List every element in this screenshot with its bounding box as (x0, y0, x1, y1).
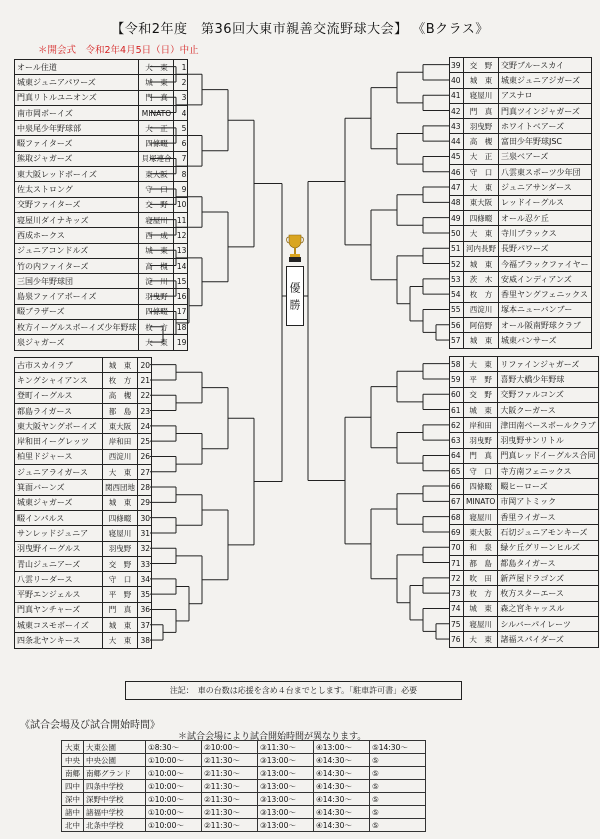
team-number: 39 (450, 58, 464, 73)
team-name: シルバーパイレーツ (498, 617, 598, 632)
team-area: 城 東 (103, 618, 138, 633)
schedule-table (61, 740, 426, 832)
team-name: 泉ジャガーズ (15, 335, 139, 350)
start-time: ③13:00～ (258, 806, 314, 819)
team-area: 門 真 (464, 103, 499, 118)
schedule-row (62, 767, 426, 780)
venue-name: 南郷グランド (84, 767, 146, 780)
team-name: 四条北ヤンキース (15, 633, 103, 648)
team-name: リファインジャガーズ (498, 357, 598, 372)
team-area: 大 東 (464, 357, 498, 372)
team-name: 南市岡ボーイズ (15, 105, 139, 120)
team-name: ジュニアサンダース (499, 180, 592, 195)
team-area: MINATO (139, 105, 174, 120)
team-area: 大 東 (103, 465, 138, 480)
team-name: 門真リトルユニオンズ (15, 90, 139, 105)
team-name: 枚方イーグルスボーイズ少年野球 (15, 320, 139, 335)
start-time: ⑤ (370, 754, 426, 767)
team-name: 門真レッドイーグルス合同 (498, 448, 598, 463)
team-area: 交 野 (464, 58, 499, 73)
team-name: 香里ヤングフェニックス (499, 287, 592, 302)
team-area: 大 東 (464, 180, 499, 195)
team-name: 石切ジュニアモンキーズ (498, 525, 598, 540)
team-number: 20 (138, 358, 152, 373)
team-number: 45 (450, 149, 464, 164)
team-name: 三国少年野球団 (15, 274, 139, 289)
parking-footnote: 注記： 車の台数は応援を含め４台までとします。「駐車許可書」必要 (125, 681, 462, 700)
team-number: 51 (450, 241, 464, 256)
team-number: 74 (450, 601, 464, 616)
team-number: 5 (174, 121, 188, 136)
team-area: 城 東 (139, 75, 174, 90)
team-name: 畷ヒーローズ (498, 479, 598, 494)
team-area: 城 東 (103, 358, 138, 373)
team-name: 交野ファルコンズ (498, 387, 598, 402)
team-area: 門 真 (464, 448, 498, 463)
team-number: 54 (450, 287, 464, 302)
team-number: 37 (138, 618, 152, 633)
team-name: 竹の内ファイターズ (15, 258, 139, 273)
team-area: 都 島 (464, 555, 498, 570)
team-area: 四條畷 (103, 510, 138, 525)
start-time: ④14:30～ (314, 819, 370, 832)
team-name: 城東ジュニアパワーズ (15, 75, 139, 90)
start-time: ⑤ (370, 780, 426, 793)
team-number: 22 (138, 388, 152, 403)
team-number: 15 (174, 274, 188, 289)
start-time: ②11:30～ (202, 793, 258, 806)
team-number: 53 (450, 272, 464, 287)
team-name: 畷ファイターズ (15, 136, 139, 151)
venue-code: 諸中 (62, 806, 84, 819)
venue-name: 大東公園 (84, 741, 146, 754)
team-area: 高 槻 (139, 258, 174, 273)
venue-code: 大東 (62, 741, 84, 754)
team-name: 塚本ニューバンブー (499, 302, 592, 317)
start-time: ③13:00～ (258, 780, 314, 793)
team-name: 緑ケ丘グリーンヒルズ (498, 540, 598, 555)
team-area: 大 東 (464, 632, 498, 647)
team-area: 東大阪 (139, 167, 174, 182)
team-name: 登町イーグルス (15, 388, 103, 403)
team-number: 65 (450, 464, 464, 479)
team-name: ホワイトベアーズ (499, 119, 592, 134)
start-time: ④14:30～ (314, 754, 370, 767)
team-name: 東大阪レッドボーイズ (15, 167, 139, 182)
team-area: 四條畷 (464, 479, 498, 494)
team-name: 八雲東スポーツ少年団 (499, 165, 592, 180)
start-time: ④14:30～ (314, 806, 370, 819)
team-name: 大阪クーガース (498, 402, 598, 417)
team-name: 羽曳野サンリトル (498, 433, 598, 448)
team-area: 門 真 (103, 602, 138, 617)
start-time: ①10:00～ (146, 819, 202, 832)
team-number: 58 (450, 357, 464, 372)
venue-name: 中央公園 (84, 754, 146, 767)
team-number: 14 (174, 258, 188, 273)
venue-name: 北条中学校 (84, 819, 146, 832)
team-number: 73 (450, 586, 464, 601)
team-name: 古市スカイラブ (15, 358, 103, 373)
team-area: 東大阪 (464, 195, 499, 210)
team-area: 守 口 (464, 464, 498, 479)
team-name: 交野ブルースカイ (499, 58, 592, 73)
team-area: 城 東 (103, 495, 138, 510)
team-area: 城 東 (464, 601, 498, 616)
schedule-title: 《試合会場及び試合開始時間》 (20, 720, 160, 731)
start-time: ③11:30～ (258, 741, 314, 754)
team-number: 38 (138, 633, 152, 648)
team-area: 寝屋川 (464, 88, 499, 103)
start-time: ②11:30～ (202, 806, 258, 819)
team-name: 熊取ジャガーズ (15, 151, 139, 166)
team-name: 交野ファイターズ (15, 197, 139, 212)
team-name: 城東ジャガーズ (15, 495, 103, 510)
team-area: 羽曳野 (103, 541, 138, 556)
team-number: 35 (138, 587, 152, 602)
team-number: 10 (174, 197, 188, 212)
team-name: 平野エンジェルス (15, 587, 103, 602)
team-name: 城東ジュニアジガーズ (499, 73, 592, 88)
start-time: ③13:00～ (258, 767, 314, 780)
team-number: 9 (174, 182, 188, 197)
team-number: 8 (174, 167, 188, 182)
team-name: キングシャイアンス (15, 373, 103, 388)
team-number: 11 (174, 212, 188, 227)
team-area: 西 成 (139, 228, 174, 243)
schedule-row (62, 780, 426, 793)
team-area: 城 東 (464, 333, 499, 348)
team-name: 東大阪ヤングボーイズ (15, 419, 103, 434)
start-time: ⑤ (370, 806, 426, 819)
start-time: ④14:30～ (314, 767, 370, 780)
team-area: 大 正 (139, 121, 174, 136)
venue-name: 諸福中学校 (84, 806, 146, 819)
start-time: ①8:30～ (146, 741, 202, 754)
team-number: 40 (450, 73, 464, 88)
start-time: ③13:00～ (258, 754, 314, 767)
start-time: ②11:30～ (202, 767, 258, 780)
team-area: 高 槻 (464, 134, 499, 149)
team-number: 21 (138, 373, 152, 388)
schedule-row (62, 806, 426, 819)
venue-name: 四条中学校 (84, 780, 146, 793)
team-area: 羽曳野 (464, 119, 499, 134)
team-area: 西淀川 (464, 302, 499, 317)
start-time: ③13:00～ (258, 793, 314, 806)
team-number: 75 (450, 617, 464, 632)
team-area: 寝屋川 (139, 212, 174, 227)
team-number: 72 (450, 571, 464, 586)
team-name: 青山ジュニアーズ (15, 556, 103, 571)
start-time: ①10:00～ (146, 806, 202, 819)
team-name: 畷ブラザーズ (15, 304, 139, 319)
team-area: 大 東 (103, 633, 138, 648)
venue-code: 四中 (62, 780, 84, 793)
team-number: 36 (138, 602, 152, 617)
team-number: 18 (174, 320, 188, 335)
team-area: MINATO (464, 494, 498, 509)
team-area: 大 東 (464, 226, 499, 241)
team-name: 都島ライガース (15, 403, 103, 418)
start-time: ④13:00～ (314, 741, 370, 754)
start-time: ⑤ (370, 767, 426, 780)
team-name: 城東コスモボーイズ (15, 618, 103, 633)
start-time: ⑤ (370, 793, 426, 806)
team-name: 津田南ベースボールクラブ (498, 418, 598, 433)
venue-code: 深中 (62, 793, 84, 806)
team-area: 東大阪 (103, 419, 138, 434)
team-number: 50 (450, 226, 464, 241)
team-name: オール阪南野球クラブ (499, 318, 592, 333)
team-area: 枚 方 (464, 586, 498, 601)
team-number: 59 (450, 372, 464, 387)
start-time: ②11:30～ (202, 754, 258, 767)
team-number: 66 (450, 479, 464, 494)
team-area: 都 島 (103, 403, 138, 418)
start-time: ②11:30～ (202, 780, 258, 793)
team-number: 12 (174, 228, 188, 243)
schedule-row (62, 793, 426, 806)
team-number: 68 (450, 509, 464, 524)
team-area: 守 口 (139, 182, 174, 197)
team-area: 阿倍野 (464, 318, 499, 333)
team-name: 枚方スターエース (498, 586, 598, 601)
team-number: 4 (174, 105, 188, 120)
team-area: 関西団地 (103, 480, 138, 495)
start-time: ②10:00～ (202, 741, 258, 754)
team-number: 13 (174, 243, 188, 258)
team-area: 城 東 (464, 402, 498, 417)
team-number: 17 (174, 304, 188, 319)
team-name: 諸福スパイダーズ (498, 632, 598, 647)
team-name: 寺川ブラックス (499, 226, 592, 241)
team-area: 四條畷 (139, 136, 174, 151)
team-number: 32 (138, 541, 152, 556)
team-number: 47 (450, 180, 464, 195)
schedule-row (62, 754, 426, 767)
team-number: 3 (174, 90, 188, 105)
team-number: 41 (450, 88, 464, 103)
team-name: ジュニアコンドルズ (15, 243, 139, 258)
team-number: 26 (138, 449, 152, 464)
team-number: 7 (174, 151, 188, 166)
team-name: 中泉尾少年野球部 (15, 121, 139, 136)
team-name: 島泉ファイアボーイズ (15, 289, 139, 304)
start-time: ①10:00～ (146, 793, 202, 806)
team-number: 6 (174, 136, 188, 151)
team-name: アスナロ (499, 88, 592, 103)
team-number: 62 (450, 418, 464, 433)
team-name: 八雲リーダース (15, 572, 103, 587)
team-area: 岸和田 (103, 434, 138, 449)
team-area: 守 口 (103, 572, 138, 587)
venue-code: 南郷 (62, 767, 84, 780)
team-name: 箕面バーンズ (15, 480, 103, 495)
team-name: 羽曳野イーグルス (15, 541, 103, 556)
team-name: レッドイーグルス (499, 195, 592, 210)
schedule-subtitle: ＊試合会場により試合開始時間が異なります。 (178, 732, 367, 742)
team-area: 寝屋川 (464, 509, 498, 524)
start-time: ①10:00～ (146, 767, 202, 780)
schedule-row (62, 819, 426, 832)
team-number: 23 (138, 403, 152, 418)
team-name: 寝屋川ダイナキッズ (15, 212, 139, 227)
opening-ceremony-notice: ＊開会式 令和2年4月5日（日）中止 (38, 45, 199, 56)
team-area: 寝屋川 (103, 526, 138, 541)
team-area: 吹 田 (464, 571, 498, 586)
team-number: 49 (450, 210, 464, 225)
team-number: 69 (450, 525, 464, 540)
team-number: 30 (138, 510, 152, 525)
team-number: 70 (450, 540, 464, 555)
team-name: 市岡アトミック (498, 494, 598, 509)
team-name: 喜野大橋少年野球 (498, 372, 598, 387)
team-area: 和 泉 (464, 540, 498, 555)
team-area: 東大阪 (464, 525, 498, 540)
team-area: 大 東 (139, 335, 174, 350)
team-area: 交 野 (139, 197, 174, 212)
team-area: 貝塚連合 (139, 151, 174, 166)
team-area: 岸和田 (464, 418, 498, 433)
championship-label: 優勝 (286, 266, 304, 326)
team-number: 29 (138, 495, 152, 510)
team-number: 44 (450, 134, 464, 149)
team-area: 平 野 (464, 372, 498, 387)
team-number: 19 (174, 335, 188, 350)
team-area: 羽曳野 (464, 433, 498, 448)
schedule-row (62, 741, 426, 754)
team-number: 25 (138, 434, 152, 449)
team-name: ジュニアライガース (15, 465, 103, 480)
team-area: 城 東 (464, 73, 499, 88)
team-number: 27 (138, 465, 152, 480)
team-number: 31 (138, 526, 152, 541)
team-area: 西淀川 (103, 449, 138, 464)
team-name: 三泉ベアーズ (499, 149, 592, 164)
team-name: 香里ライガース (498, 509, 598, 524)
team-area: 平 野 (103, 587, 138, 602)
team-name: 今福ブラックファイヤー (499, 256, 592, 271)
team-name: 寺方南フェニックス (498, 464, 598, 479)
team-number: 57 (450, 333, 464, 348)
team-number: 61 (450, 402, 464, 417)
team-area: 寝屋川 (464, 617, 498, 632)
team-area: 羽曳野 (139, 289, 174, 304)
venue-name: 深野中学校 (84, 793, 146, 806)
team-area: 茨 木 (464, 272, 499, 287)
venue-code: 北中 (62, 819, 84, 832)
team-name: サンレッドジュニア (15, 526, 103, 541)
team-name: 城東バンサーズ (499, 333, 592, 348)
team-name: 岸和田イーグレッツ (15, 434, 103, 449)
team-name: オール忍ケ丘 (499, 210, 592, 225)
team-name: 門真ツインジャガーズ (499, 103, 592, 118)
team-number: 64 (450, 448, 464, 463)
team-name: 富田少年野球JSC (499, 134, 592, 149)
team-area: 城 東 (464, 256, 499, 271)
team-area: 大 正 (464, 149, 499, 164)
team-number: 28 (138, 480, 152, 495)
team-name: 安威インディアンズ (499, 272, 592, 287)
team-number: 16 (174, 289, 188, 304)
team-number: 55 (450, 302, 464, 317)
team-number: 76 (450, 632, 464, 647)
team-number: 63 (450, 433, 464, 448)
team-number: 2 (174, 75, 188, 90)
team-area: 守 口 (464, 165, 499, 180)
team-area: 門 真 (139, 90, 174, 105)
team-area: 交 野 (103, 556, 138, 571)
team-name: 佐太ストロング (15, 182, 139, 197)
team-number: 67 (450, 494, 464, 509)
team-area: 交 野 (464, 387, 498, 402)
team-name: 柏里ドジャース (15, 449, 103, 464)
team-area: 城 東 (139, 243, 174, 258)
team-area: 大 東 (139, 60, 174, 75)
team-area: 河内長野 (464, 241, 499, 256)
venue-code: 中央 (62, 754, 84, 767)
team-name: 森之宮キャッスル (498, 601, 598, 616)
team-name: 畷インパルス (15, 510, 103, 525)
team-number: 43 (450, 119, 464, 134)
team-number: 46 (450, 165, 464, 180)
team-name: 都島タイガース (498, 555, 598, 570)
team-number: 1 (174, 60, 188, 75)
start-time: ①10:00～ (146, 780, 202, 793)
team-number: 48 (450, 195, 464, 210)
team-area: 淀 川 (139, 274, 174, 289)
team-area: 四條畷 (464, 210, 499, 225)
team-area: 枚 方 (139, 320, 174, 335)
team-name: 新芦屋ドラゴンズ (498, 571, 598, 586)
team-name: オール住道 (15, 60, 139, 75)
team-number: 34 (138, 572, 152, 587)
start-time: ①10:00～ (146, 754, 202, 767)
team-number: 33 (138, 556, 152, 571)
start-time: ②11:30～ (202, 819, 258, 832)
team-number: 52 (450, 256, 464, 271)
team-name: 西成ホークス (15, 228, 139, 243)
start-time: ③13:00～ (258, 819, 314, 832)
team-area: 四條畷 (139, 304, 174, 319)
trophy-icon (286, 233, 304, 263)
start-time: ⑤14:30～ (370, 741, 426, 754)
team-name: 門真ヤンチャーズ (15, 602, 103, 617)
page-title: 【令和2年度 第36回大東市親善交流野球大会】 《Bクラス》 (111, 22, 489, 37)
start-time: ④14:30～ (314, 780, 370, 793)
start-time: ④14:30～ (314, 793, 370, 806)
team-name: 長野パワーズ (499, 241, 592, 256)
team-area: 高 槻 (103, 388, 138, 403)
team-number: 56 (450, 318, 464, 333)
team-number: 71 (450, 555, 464, 570)
team-area: 枚 方 (103, 373, 138, 388)
start-time: ⑤ (370, 819, 426, 832)
team-number: 60 (450, 387, 464, 402)
team-number: 24 (138, 419, 152, 434)
team-area: 枚 方 (464, 287, 499, 302)
team-number: 42 (450, 103, 464, 118)
